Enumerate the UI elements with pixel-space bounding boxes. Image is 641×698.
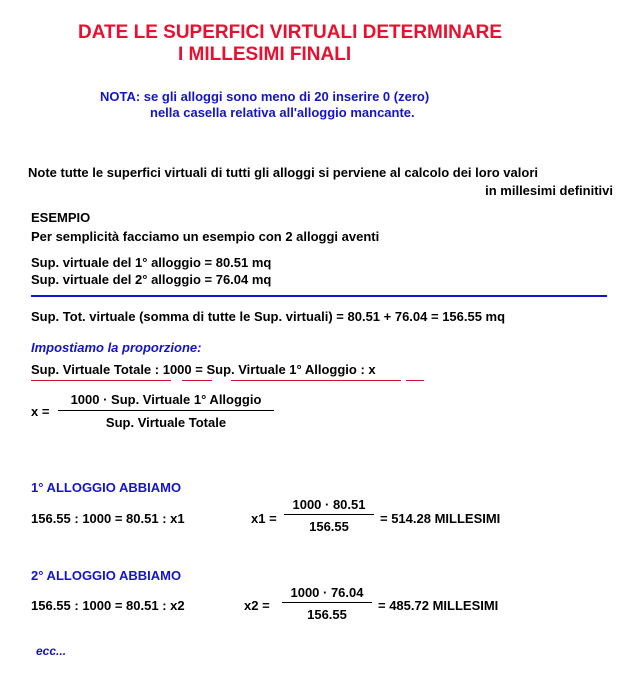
proportion-sep2: = (191, 362, 207, 377)
formula-denominator: Sup. Virtuale Totale (105, 415, 227, 430)
proportion-sep1: : (151, 362, 163, 377)
formula-fraction-line (58, 410, 274, 411)
underline-1000 (182, 380, 212, 381)
alloggio2-numerator: 1000 · 76.04 (290, 585, 364, 600)
intro-line1: Note tutte le superfici virtuali di tutti gli alloggi si perviene al calcolo dei loro valori (28, 165, 538, 180)
example-total: Sup. Tot. virtuale (somma di tutte le Sup. virtuali) = 80.51 + 76.04 = 156.55 mq (31, 309, 506, 324)
example-sup2: Sup. virtuale del 2° alloggio = 76.04 mq (31, 272, 272, 287)
alloggio2-proportion: 156.55 : 1000 = 80.51 : x2 (31, 598, 185, 613)
proportion-heading: Impostiamo la proporzione: (31, 340, 202, 355)
underline-total (31, 380, 171, 381)
formula-numerator: 1000 · Sup. Virtuale 1° Alloggio (70, 392, 262, 407)
proportion-term-x: x (368, 362, 376, 377)
page-title-line2: I MILLESIMI FINALI (178, 44, 352, 65)
example-heading: ESEMPIO (31, 210, 91, 225)
alloggio2-fraction-line (282, 602, 372, 603)
underline-x (406, 380, 424, 381)
ecc-text: ecc... (36, 644, 67, 658)
alloggio1-result: = 514.28 MILLESIMI (380, 511, 501, 526)
example-description: Per semplicità facciamo un esempio con 2 alloggi aventi (31, 229, 380, 244)
alloggio2-heading: 2° ALLOGGIO ABBIAMO (31, 568, 182, 583)
alloggio1-heading: 1° ALLOGGIO ABBIAMO (31, 480, 182, 495)
alloggio1-denominator: 156.55 (309, 519, 349, 534)
example-sup1: Sup. virtuale del 1° alloggio = 80.51 mq (31, 255, 272, 270)
intro-line2: in millesimi definitivi (485, 183, 613, 198)
alloggio1-proportion: 156.55 : 1000 = 80.51 : x1 (31, 511, 185, 526)
proportion-term-1000: 1000 (162, 362, 192, 377)
alloggio1-lhs: x1 = (251, 511, 277, 526)
formula-lhs: x = (31, 404, 50, 419)
alloggio2-result: = 485.72 MILLESIMI (378, 598, 499, 613)
separator-line (31, 295, 607, 297)
alloggio2-denominator: 156.55 (307, 607, 347, 622)
proportion-sep3: : (356, 362, 369, 377)
alloggio2-lhs: x2 = (244, 598, 270, 613)
nota-line2: nella casella relativa all'alloggio mancante. (150, 105, 415, 120)
proportion-term-total: Sup. Virtuale Totale (31, 362, 152, 377)
underline-alloggio (231, 380, 401, 381)
alloggio1-fraction-line (284, 514, 374, 515)
proportion-term-alloggio: Sup. Virtuale 1° Alloggio (206, 362, 357, 377)
nota-line1: NOTA: se gli alloggi sono meno di 20 inserire 0 (zero) (100, 89, 430, 104)
proportion-row (31, 361, 376, 378)
page-title-line1: DATE LE SUPERFICI VIRTUALI DETERMINARE (78, 22, 502, 43)
alloggio1-numerator: 1000 · 80.51 (292, 497, 366, 512)
